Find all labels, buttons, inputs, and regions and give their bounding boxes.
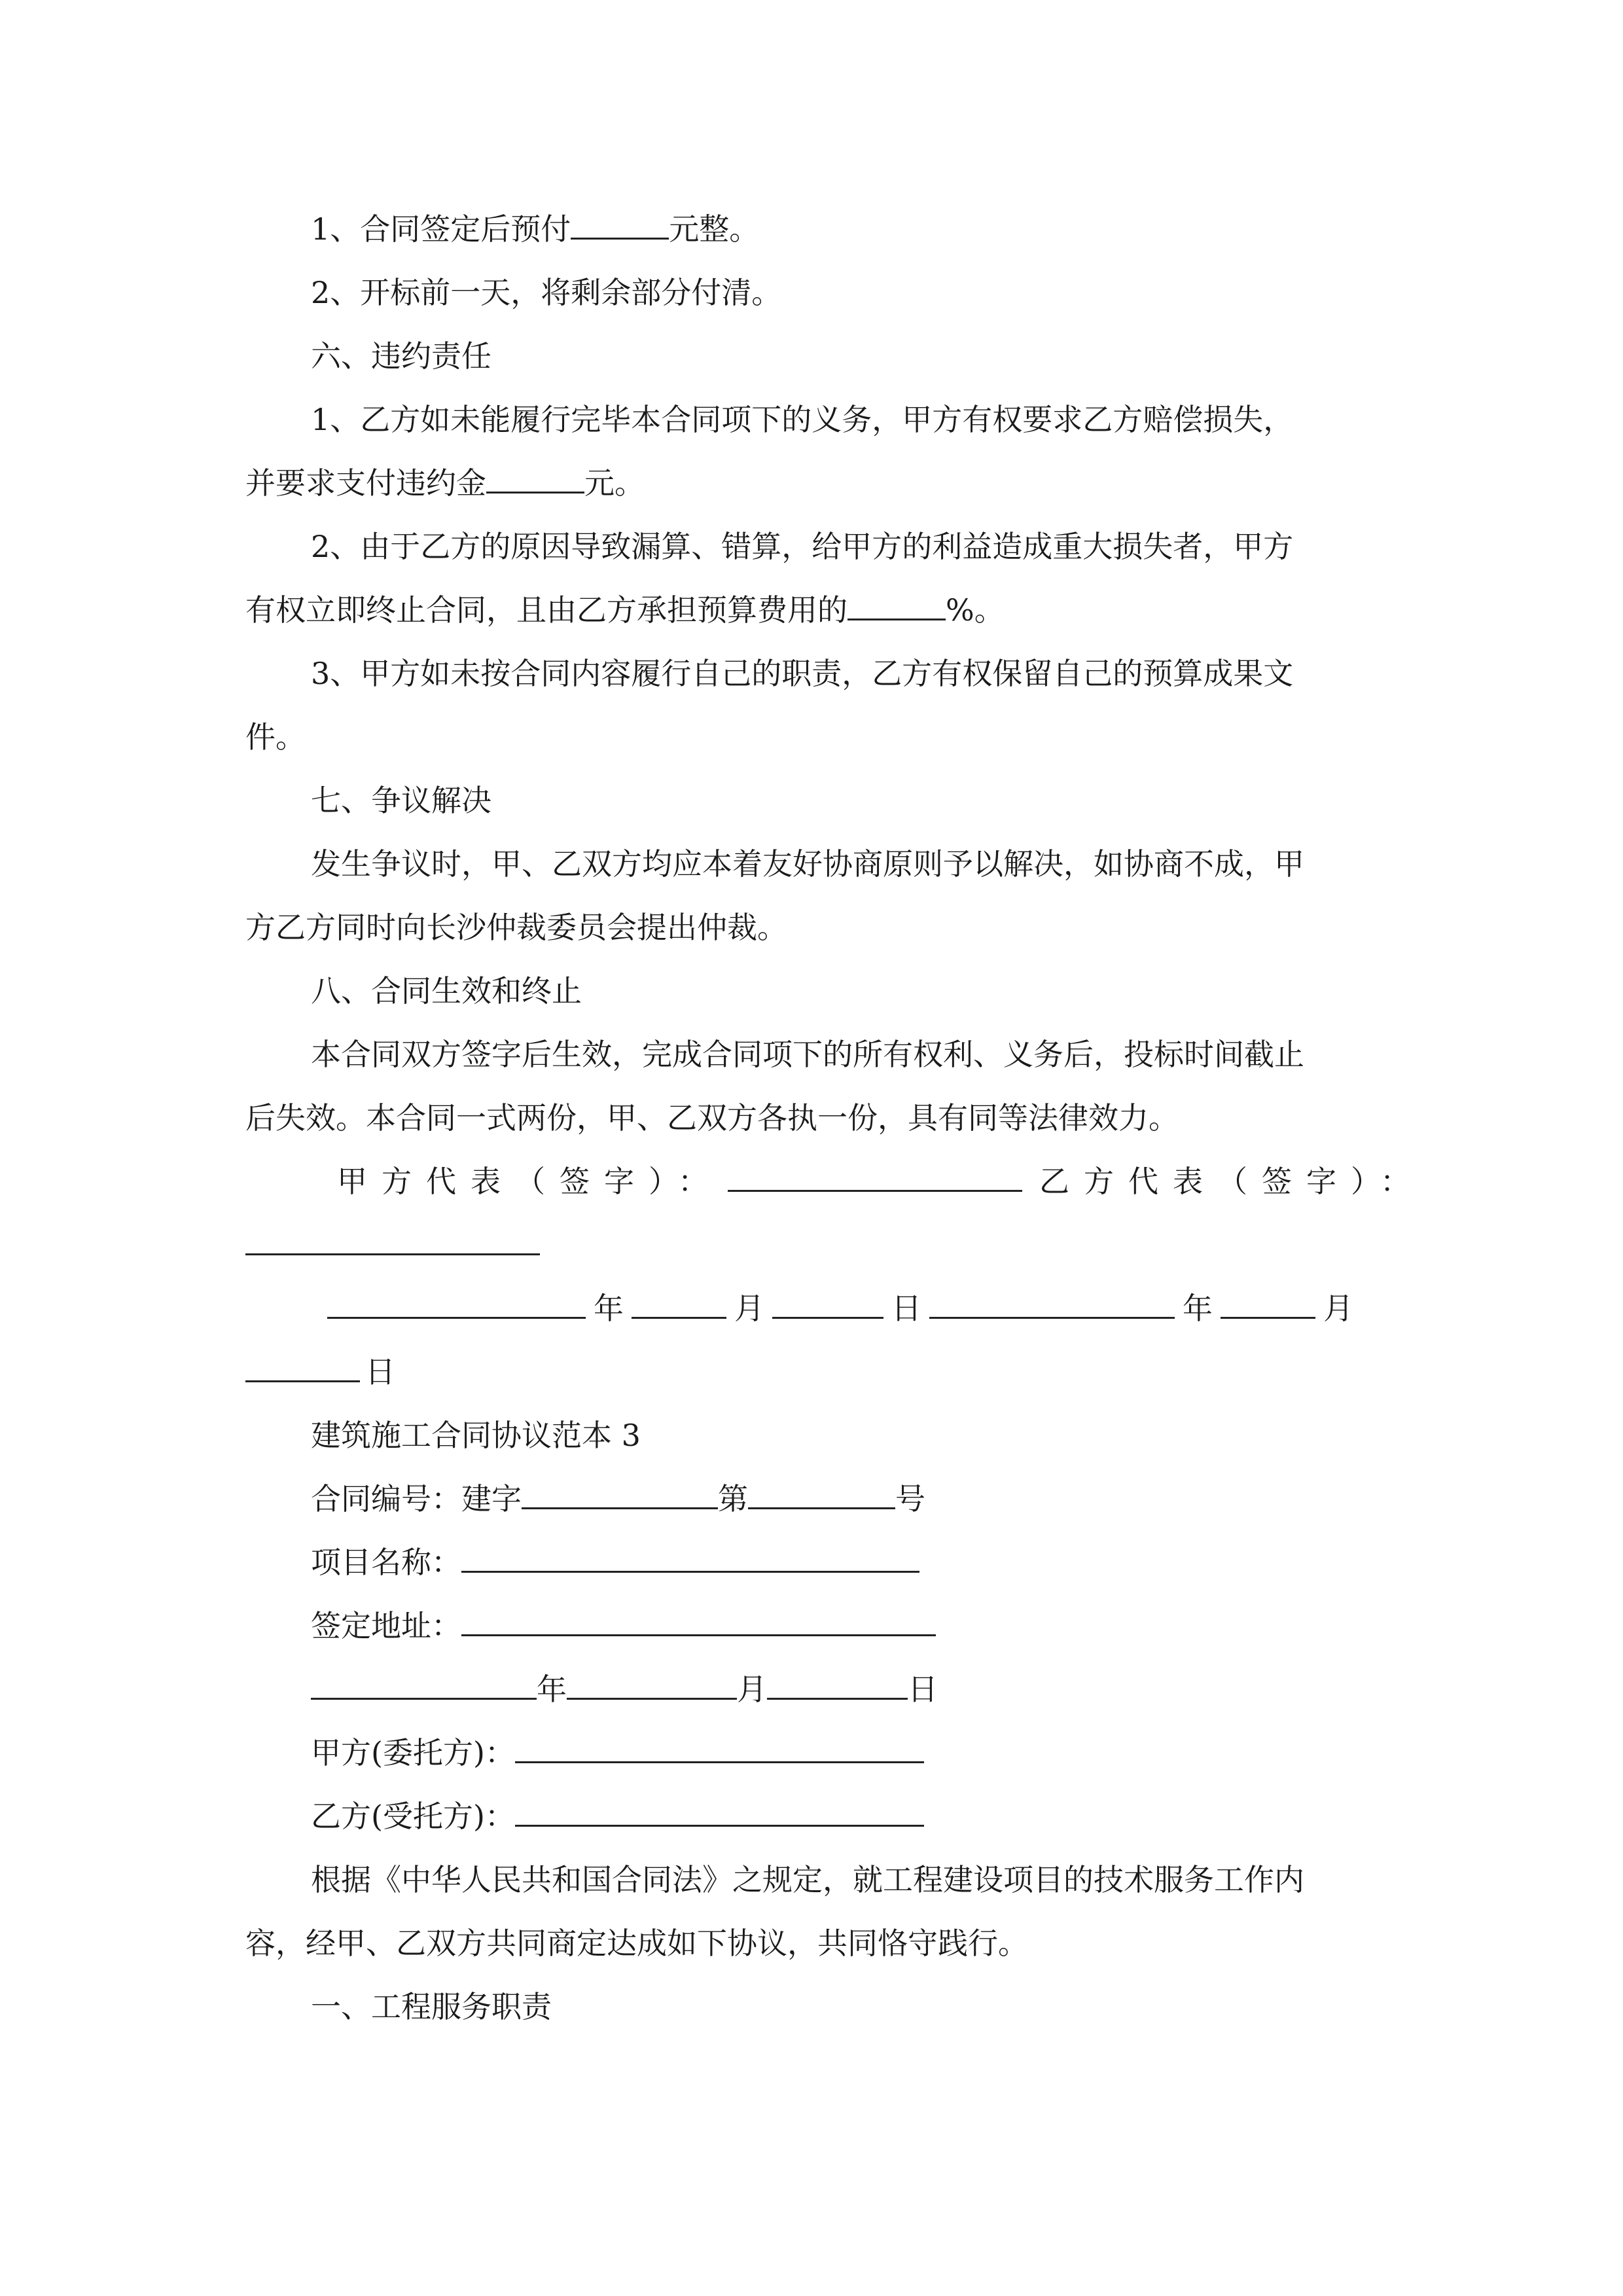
party-a-signature-field[interactable] (728, 1160, 1022, 1192)
breach-item-1-line-1: 1、乙方如未能履行完毕本合同项下的义务，甲方有权要求乙方赔偿损失， (311, 402, 1294, 437)
contract-number-line: 合同编号：建字 第 号 (311, 1467, 925, 1531)
signature-date-line-continued: 日 (245, 1340, 395, 1404)
party-b-day-field[interactable] (245, 1350, 360, 1382)
blank-field[interactable] (847, 588, 946, 620)
project-name-line: 项目名称： (311, 1531, 919, 1594)
intro-line-2: 容，经甲、乙双方共同商定达成如下协议，共同恪守践行。 (245, 1926, 1028, 1961)
breach-item-1-line-2: 并要求支付违约金 元。 (245, 452, 645, 515)
effect-text-line-2: 后失效。本合同一式两份，甲、乙双方各执一份，具有同等法律效力。 (245, 1100, 1179, 1136)
contract-day-field[interactable] (767, 1668, 908, 1700)
breach-item-3-line-2: 件。 (245, 719, 306, 755)
breach-item-2-line-2: 有权立即终止合同，且由乙方承担预算费用的 %。 (245, 579, 1005, 642)
payment-item-1: 1、合同签定后预付 元整。 (311, 198, 759, 261)
party-a-line: 甲方(委托方)： (311, 1721, 924, 1785)
dispute-text-line-2: 方乙方同时向长沙仲裁委员会提出仲裁。 (245, 910, 787, 945)
party-b-signature-field[interactable] (245, 1223, 540, 1255)
contract-month-field[interactable] (567, 1668, 737, 1700)
breach-item-3-line-1: 3、甲方如未按合同内容履行自己的职责，乙方有权保留自己的预算成果文 (311, 656, 1294, 691)
effect-text-line-1: 本合同双方签字后生效，完成合同项下的所有权利、义务后，投标时间截止 (311, 1037, 1304, 1072)
party-a-year-field[interactable] (327, 1287, 586, 1319)
signing-address-line: 签定地址： (311, 1594, 936, 1658)
contract-date-line: 年 月 日 (311, 1658, 938, 1721)
party-b-line: 乙方(受托方)： (311, 1785, 924, 1848)
project-name-field[interactable] (461, 1541, 919, 1573)
party-a-signature-label: 甲方代表（签字）： (337, 1164, 722, 1199)
section-heading-dispute: 七、争议解决 (311, 783, 491, 818)
intro-line-1: 根据《中华人民共和国合同法》之规定，就工程建设项目的技术服务工作内 (311, 1862, 1304, 1897)
dispute-text-line-1: 发生争议时，甲、乙双方均应本着友好协商原则予以解决，如协商不成，甲 (311, 846, 1304, 882)
blank-field[interactable] (571, 207, 669, 240)
contract-number-field-2[interactable] (748, 1477, 895, 1509)
party-a-month-field[interactable] (632, 1287, 726, 1319)
contract-year-field[interactable] (311, 1668, 537, 1700)
signature-date-line: 年 月 日 年 月 (327, 1277, 1361, 1340)
party-a-day-field[interactable] (772, 1287, 883, 1319)
party-b-month-field[interactable] (1221, 1287, 1315, 1319)
section-heading-breach: 六、违约责任 (311, 338, 491, 374)
blank-field[interactable] (486, 461, 584, 493)
contract-number-field-1[interactable] (522, 1477, 718, 1509)
party-b-year-field[interactable] (929, 1287, 1175, 1319)
signing-address-field[interactable] (461, 1604, 936, 1636)
signature-line-continued (245, 1213, 540, 1277)
breach-item-2-line-1: 2、由于乙方的原因导致漏算、错算，给甲方的利益造成重大损失者，甲方 (311, 529, 1294, 564)
signature-line (337, 1150, 1425, 1213)
payment-item-2: 2、开标前一天，将剩余部分付清。 (311, 275, 782, 310)
party-b-signature-label: 乙方代表（签字）： (1039, 1164, 1425, 1199)
section-heading-effect: 八、合同生效和终止 (311, 973, 582, 1009)
party-b-field[interactable] (515, 1795, 924, 1827)
section-heading-service-duties: 一、工程服务职责 (311, 1989, 552, 2024)
party-a-field[interactable] (515, 1731, 924, 1763)
contract-3-title: 建筑施工合同协议范本 3 (311, 1418, 641, 1453)
